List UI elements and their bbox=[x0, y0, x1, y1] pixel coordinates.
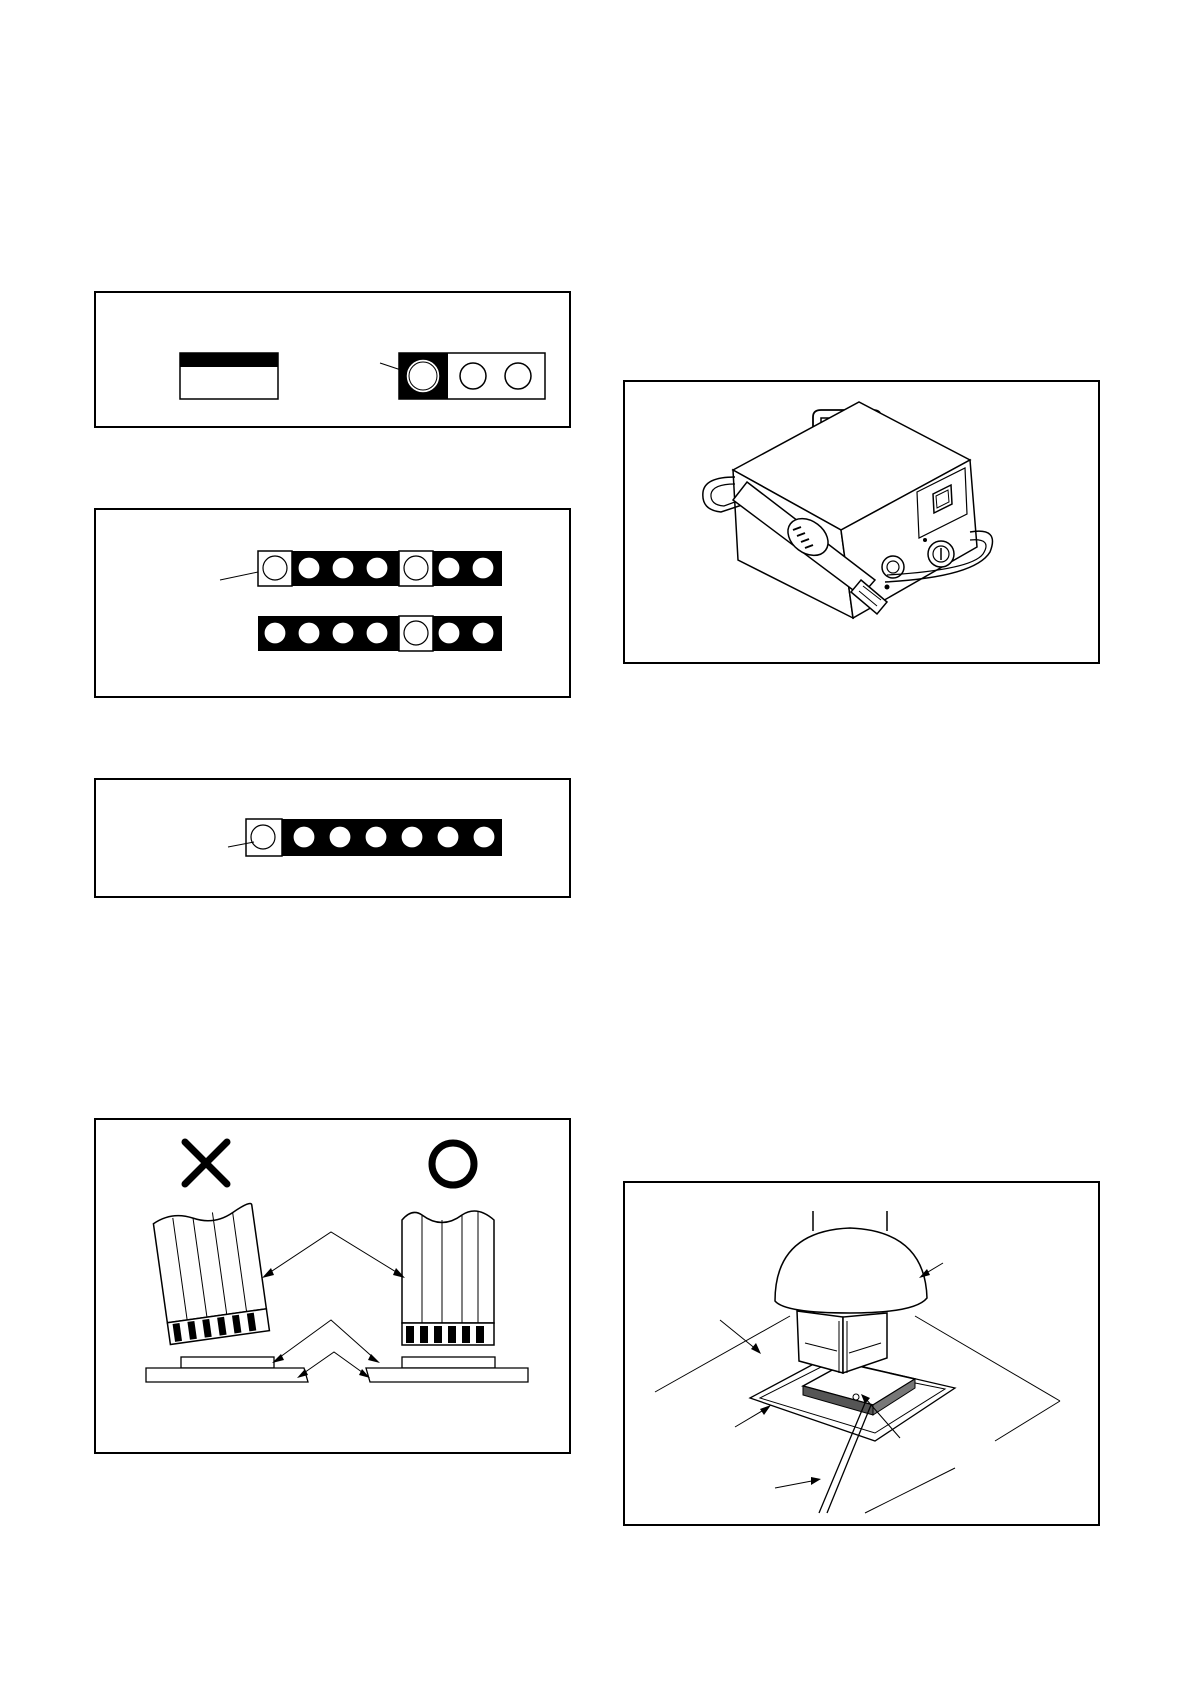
chip-marking-band bbox=[180, 353, 278, 367]
ic-right bbox=[402, 1357, 495, 1368]
board-left bbox=[146, 1368, 308, 1382]
correct-mark-icon bbox=[432, 1143, 474, 1185]
pin1-leader-line bbox=[220, 572, 258, 580]
ic-pin-rows-drawing bbox=[96, 510, 569, 696]
figure-nozzle-comparison bbox=[94, 1118, 571, 1454]
chip-resistor-drawing bbox=[96, 293, 569, 426]
pin-2 bbox=[460, 363, 486, 389]
figure-hot-air-station bbox=[623, 380, 1100, 664]
incorrect-mark-icon bbox=[185, 1142, 227, 1184]
single-pin-row-drawing bbox=[96, 780, 569, 896]
pin-1 bbox=[406, 359, 440, 393]
figure-nozzle-over-ic bbox=[623, 1181, 1100, 1526]
hot-air-nozzle bbox=[775, 1211, 927, 1373]
straight-nozzle bbox=[402, 1211, 494, 1345]
ic-left bbox=[181, 1357, 274, 1368]
hot-air-station-drawing bbox=[625, 382, 1098, 662]
leader-lines bbox=[266, 1232, 401, 1375]
pin-3 bbox=[505, 363, 531, 389]
figure-chip-resistor bbox=[94, 291, 571, 428]
figure-single-pin-row bbox=[94, 778, 571, 898]
tilted-nozzle bbox=[152, 1203, 269, 1344]
nozzle-comparison-drawing bbox=[96, 1120, 569, 1452]
nozzle-over-ic-drawing bbox=[625, 1183, 1098, 1524]
temperature-knob bbox=[928, 541, 954, 567]
board-right bbox=[366, 1368, 528, 1382]
arrowheads bbox=[262, 1268, 405, 1378]
figure-ic-pin-rows bbox=[94, 508, 571, 698]
